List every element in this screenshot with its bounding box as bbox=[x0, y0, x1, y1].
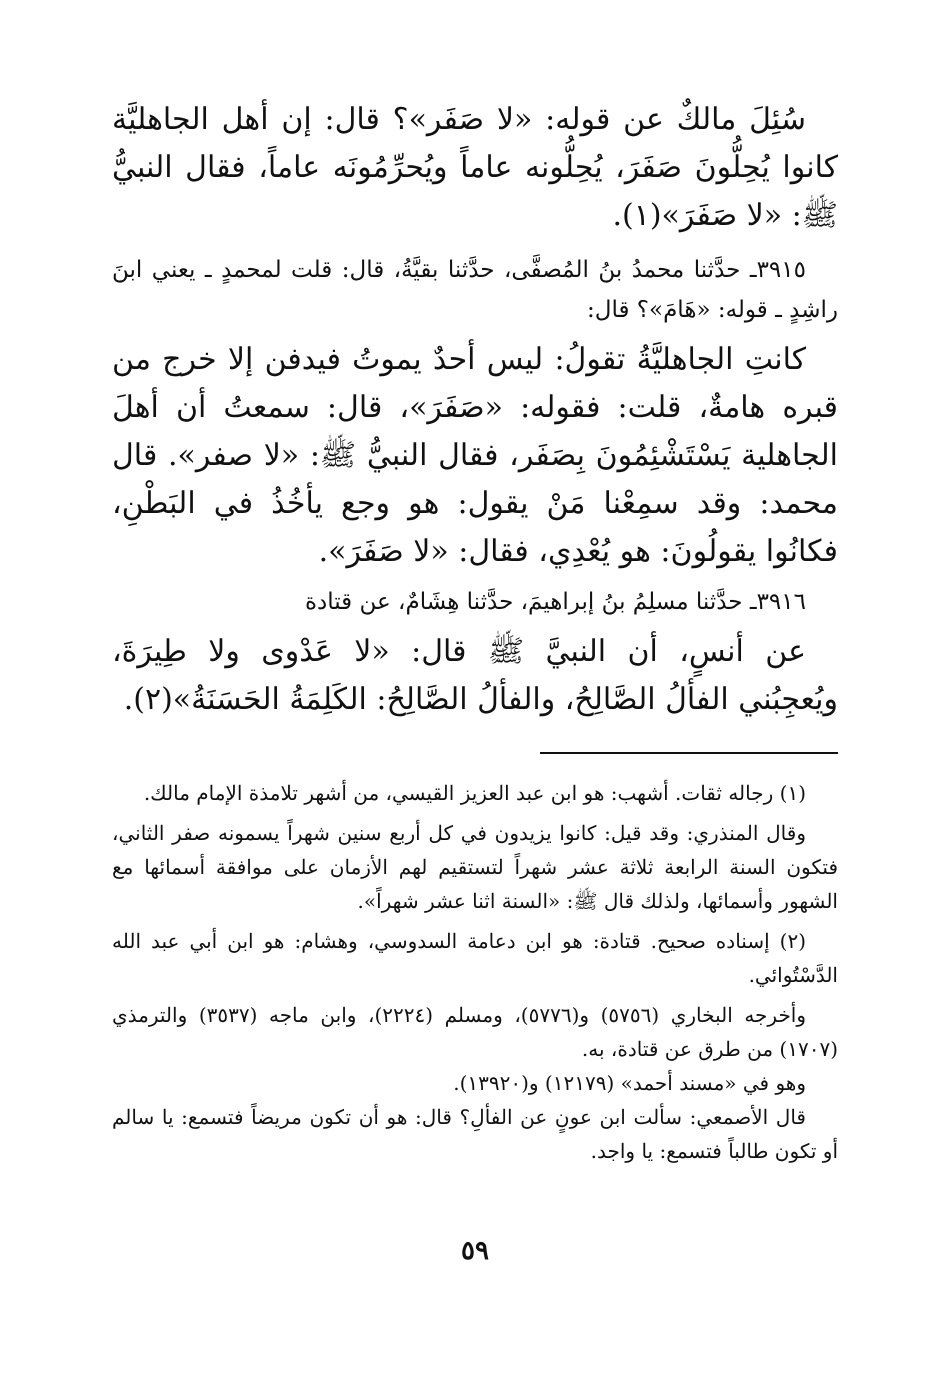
footnote-2: (٢) إسناده صحيح. قتادة: هو ابن دعامة السدوسي، وهشام: هو ابن أبي عبد الله الدَّسْتُوائي. bbox=[112, 929, 838, 987]
malik-paragraph: سُئِلَ مالكٌ عن قوله: «لا صَفَر»؟ قال: إن أهل الجاهليَّة كانوا يُحِلُّونَ صَفَرَ، يُحِلُّونه عاماً ويُحرِّمُونَه عاماً، فقال النبيُّ ﷺ: «لا صَفَرَ»(١). bbox=[112, 102, 838, 233]
hadith-3915-isnad: ٣٩١٥ـ حدَّثنا محمدُ بنُ المُصفَّى، حدَّثنا بقيَّةُ، قال: قلت لمحمدٍ ـ يعني ابنَ راشِدٍ ـ قوله: «هَامَ»؟ قال: bbox=[112, 257, 838, 323]
footnote-2-asmai: قال الأصمعي: سألت ابن عونٍ عن الفألِ؟ قال: هو أن تكون مريضاً فتسمع: يا سالم أو تكون طالباً فتسمع: يا واجد. bbox=[112, 1105, 838, 1163]
footnote-separator bbox=[540, 752, 838, 754]
hadith-3916-isnad: ٣٩١٦ـ حدَّثنا مسلِمُ بنُ إبراهيمَ، حدَّثنا هِشَامٌ، عن قتادة bbox=[304, 589, 806, 615]
hadith-3916-matn: عن أنسٍ، أن النبيَّ ﷺ قال: «لا عَدْوى ولا طِيرَةَ، ويُعجِبُني الفألُ الصَّالِحُ، والفألُ الصَّالِحُ: الكَلِمَةُ الحَسَنَةُ»(٢). bbox=[112, 634, 838, 717]
footnote-2-takhrij: وأخرجه البخاري (٥٧٥٦) و(٥٧٧٦)، ومسلم (٢٢٢٤)، وابن ماجه (٣٥٣٧) والترمذي (١٧٠٧) من طرق عن قتادة، به. bbox=[112, 1003, 838, 1061]
page-number: ٥٩ bbox=[461, 1236, 489, 1266]
footnote-1-mundhiri: وقال المنذري: وقد قيل: كانوا يزيدون في كل أربع سنين شهراً يسمونه صفر الثاني، فتكون السنة الرابعة ثلاثة عشر شهراً لتستقيم لهم الأزمان على موافقة أسمائها مع الشهور وأسمائها، ولذلك قال ﷺ: «السنة اثنا عشر شهراً». bbox=[112, 821, 838, 913]
hadith-3915-matn: كانتِ الجاهليَّةُ تقولُ: ليس أحدٌ يموتُ فيدفن إلا خرج من قبره هامةٌ، قلت: فقوله: «صَفَرَ»، قال: سمعتُ أن أهلَ الجاهلية يَسْتَشْئِمُونَ بِصَفَر، فقال النبيُّ ﷺ: «لا صفر». قال محمد: وقد سمِعْنا مَنْ يقول: هو وجع يأخُذُ في البَطْنِ، فكانُوا يقولُونَ: هو يُعْدِي، فقال: «لا صَفَرَ». bbox=[112, 342, 838, 569]
footnote-2-musnad: وهو في «مسند أحمد» (١٢١٧٩) و(١٣٩٢٠). bbox=[453, 1071, 806, 1095]
footnotes bbox=[112, 776, 838, 1168]
footnote-1: (١) رجاله ثقات. أشهب: هو ابن عبد العزيز القيسي، من أشهر تلامذة الإمام مالك. bbox=[143, 781, 806, 805]
